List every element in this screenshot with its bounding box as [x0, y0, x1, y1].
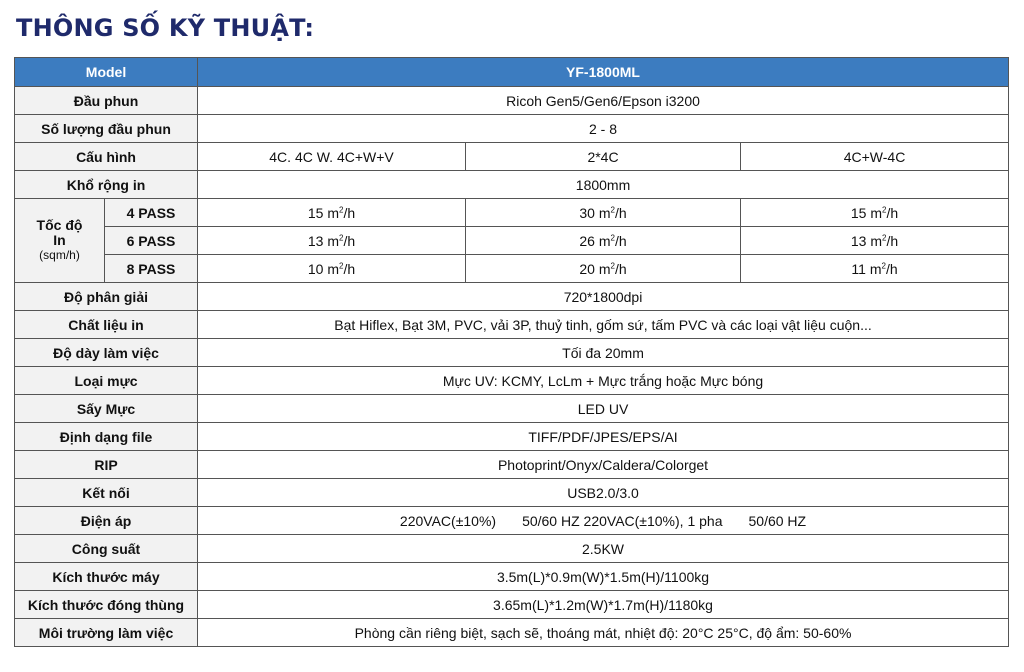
- row-value: 2.5KW: [198, 535, 1009, 563]
- unit-text: m: [327, 204, 340, 221]
- table-row: [15, 563, 1009, 591]
- table-header-row: [15, 58, 1009, 87]
- pass-label: 6 PASS: [105, 227, 198, 255]
- table-row: [15, 535, 1009, 563]
- row-label: Loại mực: [15, 367, 198, 395]
- row-label: RIP: [15, 451, 198, 479]
- row-value: USB2.0/3.0: [198, 479, 1009, 507]
- unit-sup: 2: [339, 232, 344, 242]
- speed-value: [466, 255, 741, 283]
- row-label: Công suất: [15, 535, 198, 563]
- row-value: Bạt Hiflex, Bạt 3M, PVC, vải 3P, thuỷ tinh, gốm sứ, tấm PVC và các loại vật liệu cuộn...: [198, 311, 1009, 339]
- speed-label-line1: Tốc độ: [36, 217, 83, 233]
- speed-value: [198, 227, 466, 255]
- table-row: [15, 423, 1009, 451]
- speed-row: [15, 199, 1009, 227]
- config-value-2: 2*4C: [466, 143, 741, 171]
- table-row: [15, 395, 1009, 423]
- row-label: Môi trường làm việc: [15, 619, 198, 647]
- unit-tail: /h: [614, 232, 627, 249]
- row-label: Khổ rộng in: [15, 171, 198, 199]
- speed-value: [741, 199, 1009, 227]
- unit-sup: 2: [339, 204, 344, 214]
- row-value: 1800mm: [198, 171, 1009, 199]
- speed-label: [15, 199, 105, 283]
- unit-sup: 2: [881, 260, 886, 270]
- table-row: [15, 171, 1009, 199]
- row-label: Sấy Mực: [15, 395, 198, 423]
- table-row: [15, 479, 1009, 507]
- speed-number: 15: [307, 204, 324, 221]
- voltage-a: 220VAC(±10%): [399, 512, 497, 529]
- speed-value: [741, 227, 1009, 255]
- row-value: Mực UV: KCMY, LcLm + Mực trắng hoặc Mực bóng: [198, 367, 1009, 395]
- speed-number: 26: [579, 232, 595, 249]
- row-label: Số lượng đầu phun: [15, 115, 198, 143]
- page-title: THÔNG SỐ KỸ THUẬT:: [16, 14, 315, 42]
- row-label: Kích thước máy: [15, 563, 198, 591]
- unit-sup: 2: [882, 204, 887, 214]
- speed-row: [15, 255, 1009, 283]
- row-value: 2 - 8: [198, 115, 1009, 143]
- unit-text: m: [870, 204, 883, 221]
- speed-value: [198, 255, 466, 283]
- unit-sup: 2: [339, 260, 344, 270]
- table-row: [15, 619, 1009, 647]
- unit-tail: /h: [614, 260, 627, 277]
- speed-number: 20: [579, 260, 595, 277]
- table-row: [15, 283, 1009, 311]
- table-row: [15, 451, 1009, 479]
- row-value: TIFF/PDF/JPES/EPS/AI: [198, 423, 1009, 451]
- unit-tail: /h: [885, 260, 898, 277]
- config-value-1: 4C. 4C W. 4C+W+V: [198, 143, 466, 171]
- row-value: Phòng cần riêng biệt, sạch sẽ, thoáng mát, nhiệt độ: 20°C 25°C, độ ẩm: 50-60%: [198, 619, 1009, 647]
- row-label: Kết nối: [15, 479, 198, 507]
- speed-number: 11: [851, 260, 866, 277]
- voltage-c: 50/60 HZ: [748, 512, 807, 529]
- unit-text: m: [327, 232, 340, 249]
- spec-table: [14, 57, 1009, 647]
- unit-text: m: [327, 260, 340, 277]
- pass-label: 8 PASS: [105, 255, 198, 283]
- speed-label-line2: In: [53, 232, 66, 248]
- unit-text: m: [598, 232, 611, 249]
- speed-value: [198, 199, 466, 227]
- unit-tail: /h: [343, 260, 356, 277]
- row-value: Ricoh Gen5/Gen6/Epson i3200: [198, 87, 1009, 115]
- unit-sup: 2: [610, 232, 615, 242]
- voltage-b: 50/60 HZ 220VAC(±10%), 1 pha: [522, 512, 723, 529]
- speed-label-unit: (sqm/h): [39, 248, 80, 262]
- row-label: Cấu hình: [15, 143, 198, 171]
- speed-number: 13: [307, 232, 324, 249]
- unit-tail: /h: [886, 204, 899, 221]
- speed-value: [466, 199, 741, 227]
- unit-text: m: [598, 260, 611, 277]
- unit-sup: 2: [882, 232, 887, 242]
- table-row: [15, 115, 1009, 143]
- table-row: [15, 143, 1009, 171]
- row-value: 3.5m(L)*0.9m(W)*1.5m(H)/1100kg: [198, 563, 1009, 591]
- unit-text: m: [598, 204, 611, 221]
- unit-tail: /h: [614, 204, 627, 221]
- model-value: YF-1800ML: [198, 58, 1009, 87]
- row-label: Chất liệu in: [15, 311, 198, 339]
- table-row: [15, 367, 1009, 395]
- unit-sup: 2: [610, 260, 615, 270]
- model-label: Model: [15, 58, 198, 87]
- row-value: 720*1800dpi: [198, 283, 1009, 311]
- unit-tail: /h: [343, 232, 356, 249]
- row-label: Điện áp: [15, 507, 198, 535]
- unit-tail: /h: [343, 204, 356, 221]
- unit-text: m: [870, 232, 883, 249]
- speed-value: [741, 255, 1009, 283]
- row-label: Định dạng file: [15, 423, 198, 451]
- speed-value: [466, 227, 741, 255]
- row-label: Đầu phun: [15, 87, 198, 115]
- table-row: [15, 507, 1009, 535]
- speed-number: 13: [850, 232, 867, 249]
- row-value: Photoprint/Onyx/Caldera/Colorget: [198, 451, 1009, 479]
- speed-number: 15: [850, 204, 867, 221]
- table-row: [15, 339, 1009, 367]
- speed-number: 30: [579, 204, 595, 221]
- speed-number: 10: [307, 260, 324, 277]
- speed-row: [15, 227, 1009, 255]
- unit-tail: /h: [886, 232, 899, 249]
- row-label: Độ phân giải: [15, 283, 198, 311]
- unit-sup: 2: [610, 204, 615, 214]
- table-row: [15, 591, 1009, 619]
- row-label: Độ dày làm việc: [15, 339, 198, 367]
- row-value: 3.65m(L)*1.2m(W)*1.7m(H)/1180kg: [198, 591, 1009, 619]
- row-value: LED UV: [198, 395, 1009, 423]
- row-value: [198, 507, 1009, 535]
- pass-label: 4 PASS: [105, 199, 198, 227]
- config-value-3: 4C+W-4C: [741, 143, 1009, 171]
- unit-text: m: [869, 260, 882, 277]
- row-label: Kích thước đóng thùng: [15, 591, 198, 619]
- table-row: [15, 311, 1009, 339]
- row-value: Tối đa 20mm: [198, 339, 1009, 367]
- table-row: [15, 87, 1009, 115]
